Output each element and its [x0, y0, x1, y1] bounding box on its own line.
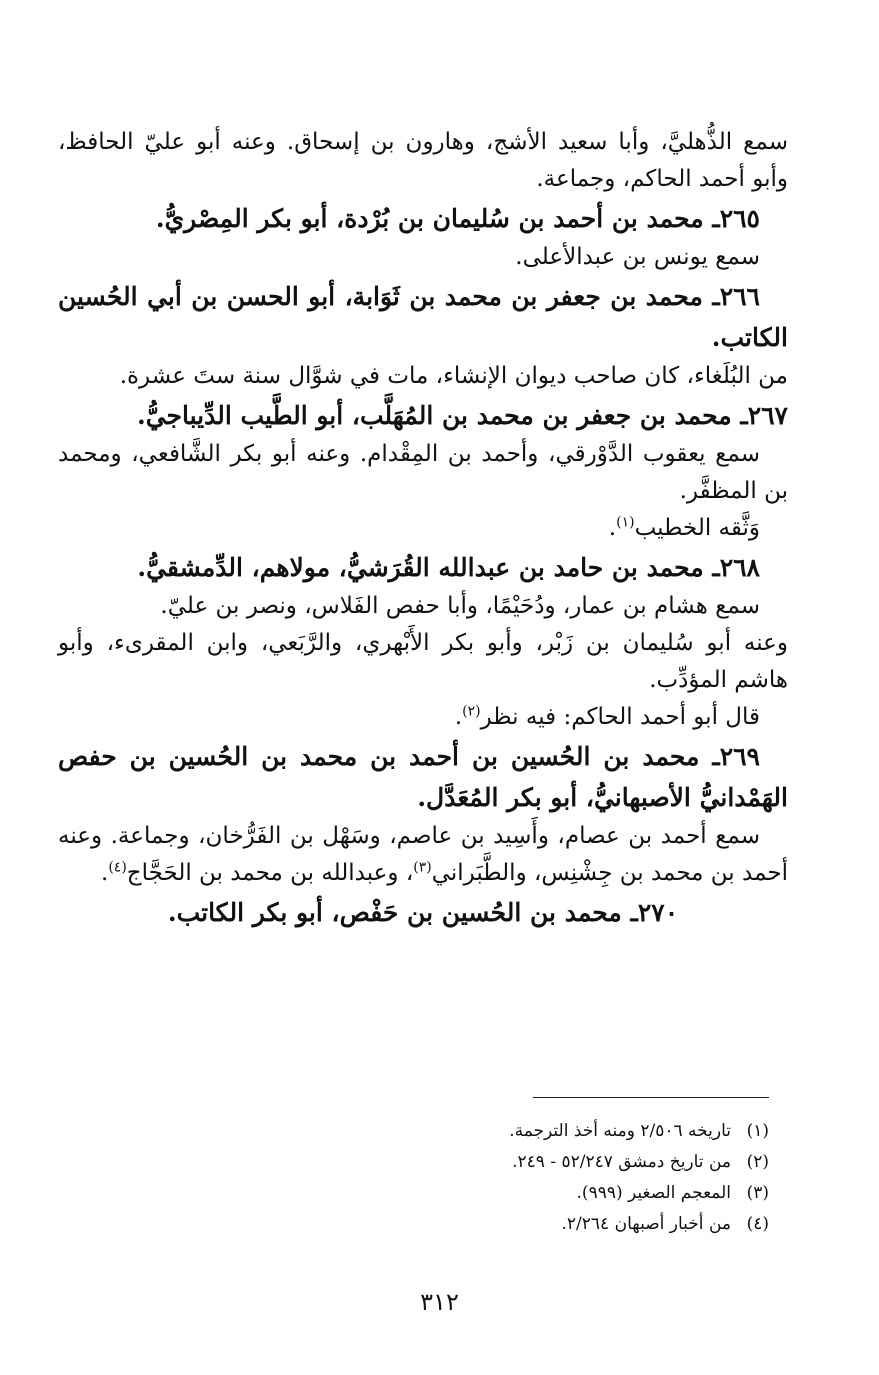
- entry-265-text: سمع يونس بن عبدالأعلى.: [515, 244, 760, 270]
- entry-267-note-end: .: [608, 515, 617, 541]
- entry-267-title: ٢٦٧ـ محمد بن جعفر بن محمد بن المُهَلَّب، أبو الطَّيب الدِّيباجيُّ.: [136, 401, 788, 430]
- footnote-3-text: المعجم الصغير (٩٩٩).: [576, 1183, 731, 1203]
- entry-269-text-b: ، وعبدالله بن محمد بن الحَجَّاج: [126, 860, 414, 886]
- footnote-4-text: من أخبار أصبهان ٢/٢٦٤.: [561, 1214, 731, 1234]
- entry-266-title: ٢٦٦ـ محمد بن جعفر بن محمد بن ثَوَابة، أبو الحسن بن أبي الحُسين الكاتب.: [58, 282, 788, 352]
- entry-267-note-text: وَثَّقه الخطيب: [634, 515, 760, 541]
- entry-265-title: ٢٦٥ـ محمد بن أحمد بن سُليمان بن بُرْدة، أبو بكر المِصْريُّ.: [155, 204, 760, 233]
- footnote-ref-1: (١): [616, 514, 635, 531]
- entry-267-note: [58, 510, 788, 547]
- page-body: [58, 124, 788, 933]
- entry-continuation-text: سمع الذُّهليَّ، وأبا سعيد الأشج، وهارون بن إسحاق. وعنه أبو عليّ الحافظ، وأبو أحمد الحاكم، وجماعة.: [58, 129, 788, 192]
- entry-268-note: [58, 699, 788, 736]
- page-number: ٣١٢: [420, 1288, 459, 1316]
- footnote-ref-4: (٤): [108, 859, 127, 876]
- footnote-4: [209, 1209, 769, 1240]
- footnote-divider: [533, 1097, 769, 1098]
- entry-269-title: ٢٦٩ـ محمد بن الحُسين بن أحمد بن محمد بن الحُسين بن حفص الهَمْدانيُّ الأصبهانيُّ، أبو بكر المُعَدَّل.: [58, 742, 788, 812]
- footnote-2: [209, 1147, 769, 1178]
- footnotes: [209, 1116, 769, 1240]
- footnote-2-text: من تاريخ دمشق ٥٢/٢٤٧ - ٢٤٩.: [512, 1152, 731, 1172]
- entry-266-text: من البُلَغاء، كان صاحب ديوان الإنشاء، مات في شوَّال سنة ستَ عشرة.: [119, 363, 788, 389]
- footnote-ref-3: (٣): [413, 859, 432, 876]
- footnote-3: [209, 1178, 769, 1209]
- entry-269-text-end: .: [101, 860, 109, 886]
- entry-268-text-1: سمع هشام بن عمار، ودُحَيْمًا، وأبا حفص الفَلاس، ونصر بن عليّ.: [160, 593, 760, 619]
- entry-268-text-2: وعنه أبو سُليمان بن زَبْر، وأبو بكر الأَبْهري، والرَّبَعي، وابن المقرىء، وأبو هاشم المؤدِّب.: [58, 630, 788, 693]
- entry-267-text: سمع يعقوب الدَّوْرقي، وأحمد بن المِقْدام. وعنه أبو بكر الشَّافعي، ومحمد بن المظفَّر.: [58, 441, 788, 504]
- entry-270-title: ٢٧٠ـ محمد بن الحُسين بن حَفْص، أبو بكر الكاتب.: [167, 898, 679, 927]
- footnote-1-number: (١): [746, 1121, 769, 1141]
- entry-268-note-end: .: [454, 704, 463, 730]
- entry-268-title: ٢٦٨ـ محمد بن حامد بن عبدالله القُرَشيُّ، مولاهم، الدِّمشقيُّ.: [137, 553, 760, 582]
- footnote-2-number: (٢): [746, 1152, 769, 1172]
- entry-269-text-a: سمع أحمد بن عصام، وأَسِيد بن عاصم، وسَهْل بن الفَرُّخان، وجماعة. وعنه أحمد بن محمد بن جِشْنِس، والطَّبَراني: [58, 823, 788, 886]
- footnote-4-number: (٤): [746, 1214, 769, 1234]
- entry-269-text: [58, 818, 788, 892]
- footnote-ref-2: (٢): [462, 703, 481, 720]
- footnote-1: [209, 1116, 769, 1147]
- footnote-1-text: تاريخه ٢/٥٠٦ ومنه أخذ الترجمة.: [509, 1121, 731, 1141]
- entry-268-note-text: قال أبو أحمد الحاكم: فيه نظر: [480, 704, 760, 730]
- footnote-3-number: (٣): [746, 1183, 769, 1203]
